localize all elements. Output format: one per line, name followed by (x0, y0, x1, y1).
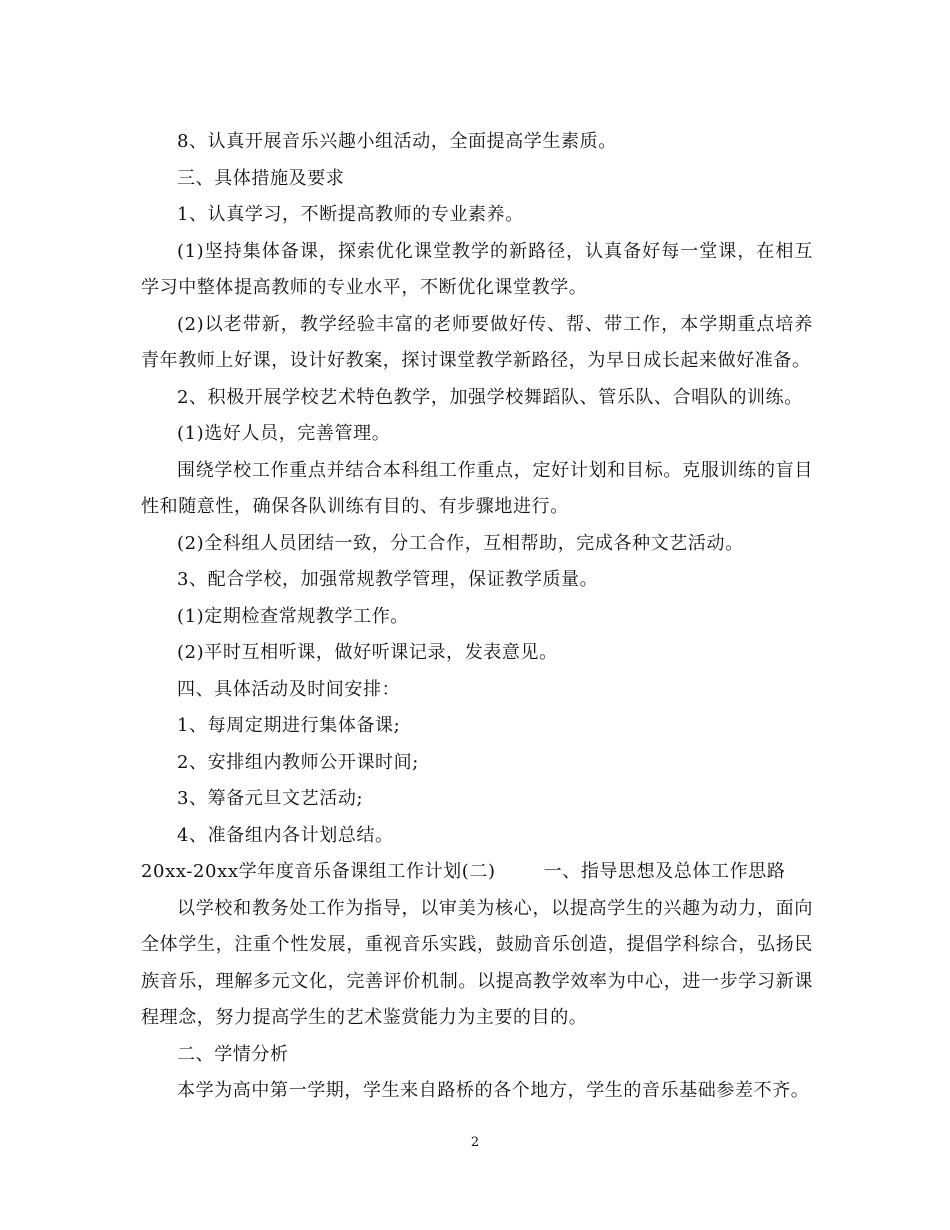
section-heading: 四、具体活动及时间安排： (177, 678, 401, 700)
paragraph: 2、积极开展学校艺术特色教学，加强学校舞蹈队、管乐队、合唱队的训练。 (177, 386, 803, 408)
list-item: 4、准备组内各计划总结。 (177, 824, 394, 846)
paragraph: 本学为高中第一学期，学生来自路桥的各个地方，学生的音乐基础参差不齐。 (177, 1080, 810, 1101)
section-heading: 三、具体措施及要求 (177, 167, 345, 189)
document-body (141, 124, 813, 1110)
page-number: 2 (470, 1135, 480, 1150)
list-item: 3、筹备元旦文艺活动; (177, 788, 364, 809)
paragraph: 以学校和教务处工作为指导，以审美为核心，以提高学生的兴趣为动力，面向全体学生，注重个性发展，重视音乐实践，鼓励音乐创造，提倡学科综合，弘扬民族音乐，理解多元文化，完善评价机制。以提高教学效率为中心，进一步学习新课程理念，努力提高学生的艺术鉴赏能力为主要的目的。 (141, 897, 813, 1028)
title-gap (496, 854, 544, 891)
paragraph: 3、配合学校，加强常规教学管理，保证教学质量。 (177, 569, 599, 590)
list-item: 1、每周定期进行集体备课; (177, 715, 401, 736)
paragraph: (2)平时互相听课，做好听课记录，发表意见。 (177, 642, 558, 663)
paragraph: (2)以老带新，教学经验丰富的老师要做好传、帮、带工作，本学期重点培养青年教师上好课，设计好教案，探讨课堂教学新路径，为早日成长起来做好准备。 (141, 313, 813, 371)
paragraph: (2)全科组人员团结一致，分工合作，互相帮助，完成各种文艺活动。 (177, 532, 744, 554)
document-title: 20xx-20xx学年度音乐备课组工作计划(二) (141, 861, 496, 882)
section-heading: 一、指导思想及总体工作思路 (543, 861, 786, 882)
paragraph: (1)坚持集体备课，探索优化课堂教学的新路径，认真备好每一堂课，在相互学习中整体提高教师的专业水平，不断优化课堂教学。 (141, 240, 813, 298)
list-item: 2、安排组内教师公开课时间; (177, 751, 419, 773)
section-heading: 二、学情分析 (177, 1043, 289, 1065)
paragraph: 1、认真学习，不断提高教师的专业素养。 (177, 204, 524, 225)
document-title-line (141, 854, 813, 891)
paragraph: (1)定期检查常规教学工作。 (177, 605, 409, 627)
paragraph: 8、认真开展音乐兴趣小组活动，全面提高学生素质。 (177, 131, 617, 152)
paragraph: (1)选好人员，完善管理。 (177, 423, 391, 444)
paragraph: 围绕学校工作重点并结合本科组工作重点，定好计划和目标。克服训练的盲目性和随意性，确保各队训练有目的、有步骤地进行。 (141, 459, 813, 517)
